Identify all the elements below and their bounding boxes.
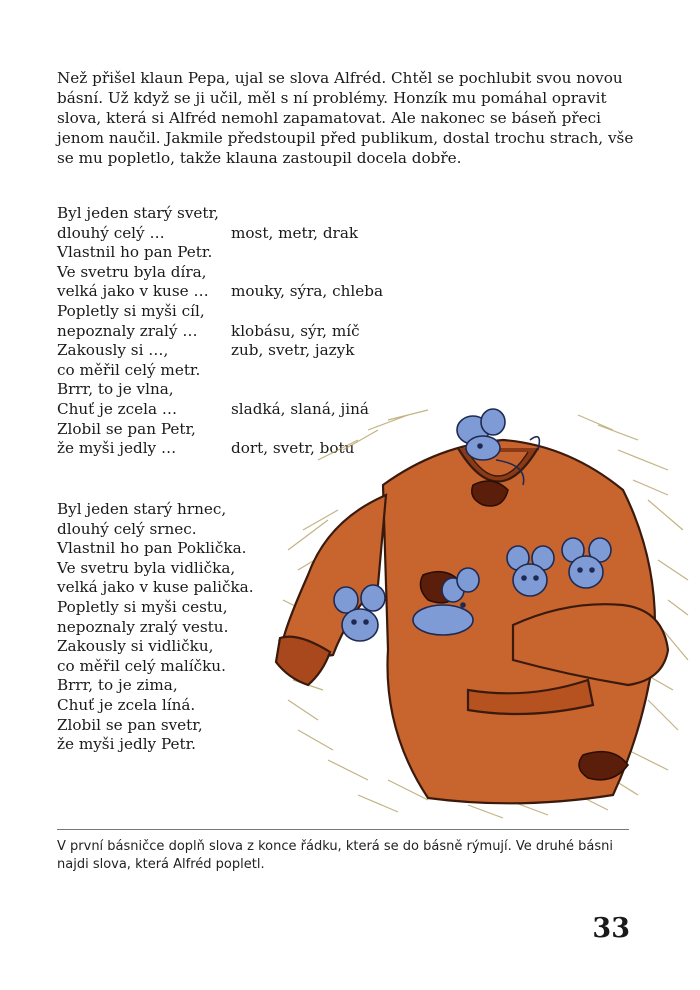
poem-line: Vlastnil ho pan Poklička. (57, 539, 247, 558)
hint-line: most, metr, drak (231, 223, 359, 242)
poem-line: Ve svetru byla díra, (57, 262, 207, 281)
hint-line (231, 380, 431, 400)
hint-line: mouky, sýra, chleba (231, 282, 383, 301)
task-instructions: V první básničce doplň slova z konce řádku, která se do básně rýmují. Ve druhé básni najdi slova, která Alfréd popletl. (57, 839, 613, 872)
hint-line: dort, svetr, botu (231, 439, 355, 458)
poem-line: Popletly si myši cestu, (57, 597, 228, 616)
hint-line (231, 302, 431, 322)
poem-line: že myši jedly Petr. (57, 735, 197, 754)
poem-two (57, 500, 257, 755)
hint-line: zub, svetr, jazyk (231, 341, 355, 360)
poem-line: Zlobil se pan Petr, (57, 419, 196, 438)
poem-line: velká jako v kuse palička. (57, 578, 254, 597)
poem-line: Zakously si vidličku, (57, 637, 214, 656)
poem-line: Chuť je zcela líná. (57, 695, 196, 714)
poem-line: Chuť je zcela … (57, 399, 178, 418)
poem-line: Brrr, to je zima, (57, 676, 178, 695)
poem-one (57, 204, 257, 459)
poem-line: že myši jedly … (57, 439, 177, 458)
poem-line: Popletly si myši cíl, (57, 301, 205, 320)
poem-line: co měřil celý metr. (57, 360, 201, 379)
hint-line (231, 361, 431, 381)
poem-line: dlouhý celý … (57, 223, 165, 242)
hint-line (231, 243, 431, 263)
poem-line: Zlobil se pan svetr, (57, 715, 203, 734)
intro-paragraph: Než přišel klaun Pepa, ujal se slova Alfréd. Chtěl se pochlubit svou novou básní. Už když se ji učil, měl s ní problémy. Honzík mu pomáhal opravit slova, která si Alfréd nemohl zapamatovat. Ale nakonec se báseň přeci jenom naučil. Jakmile předstoupil před publikum, dostal trochu strach, vše se mu popletlo, takže klauna zastoupil docela dobře. (57, 69, 634, 167)
poem-line: Ve svetru byla vidlička, (57, 558, 236, 577)
hint-line: klobásu, sýr, míč (231, 321, 360, 340)
poem-line: velká jako v kuse … (57, 282, 209, 301)
poem-line: Zakously si …, (57, 341, 169, 360)
poem-line: Vlastnil ho pan Petr. (57, 243, 213, 262)
page-number: 33 (592, 913, 630, 944)
poem-line: Byl jeden starý hrnec, (57, 500, 227, 518)
hint-line (231, 204, 431, 224)
poem-line: nepoznaly zralý vestu. (57, 617, 229, 636)
hint-line (231, 263, 431, 283)
hint-line: sladká, slaná, jiná (231, 399, 369, 418)
poem-line: dlouhý celý srnec. (57, 519, 197, 538)
poem-line: nepoznaly zralý … (57, 321, 198, 340)
poem-line: Brrr, to je vlna, (57, 380, 174, 399)
poem-line: co měřil celý malíčku. (57, 656, 226, 675)
poem-line: Byl jeden starý svetr, (57, 204, 219, 222)
sweater-mice-illustration (268, 400, 693, 820)
divider-line (57, 829, 629, 830)
